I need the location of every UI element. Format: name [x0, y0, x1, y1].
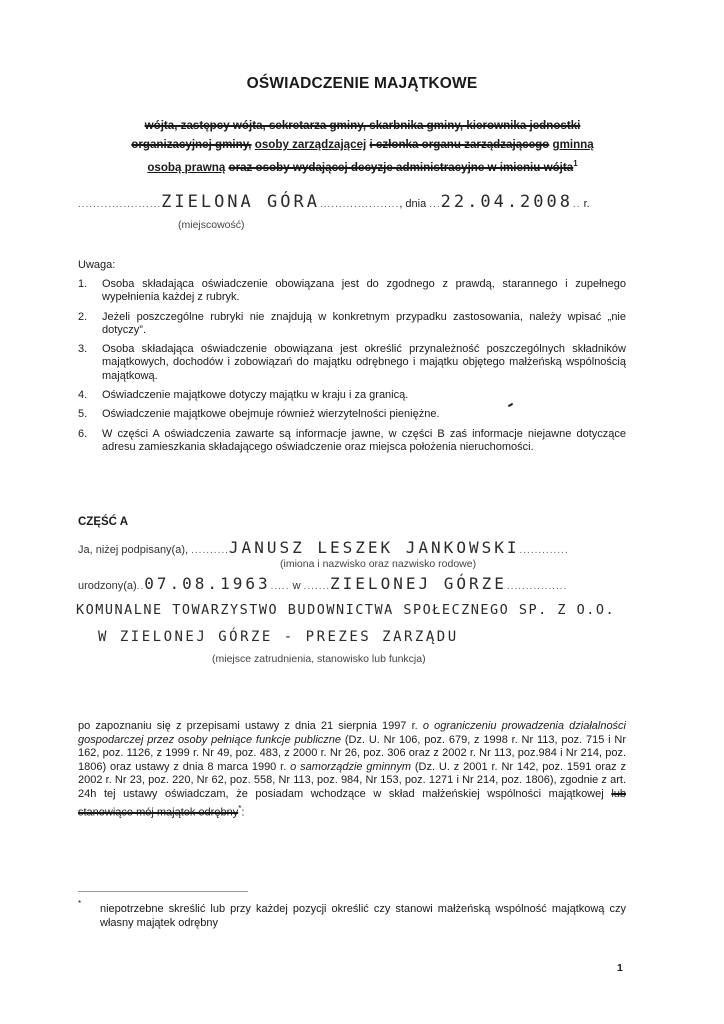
- subtitle-struck-member: i członka organu zarządzającego: [369, 138, 550, 151]
- subtitle-struck-org: organizacyjnej gminy,: [131, 138, 252, 151]
- employment-line-2: [98, 629, 459, 645]
- subtitle-underlined-manager: osoby zarządzającej: [254, 138, 367, 151]
- in-label: w: [292, 580, 301, 592]
- footnote-text: niepotrzebne skreślić lub przy każdej pozycji określić czy stanowi małżeńską wspólność majątkową czy własny majątek odrębny: [100, 903, 626, 929]
- name-caption: (imiona i nazwisko oraz nazwisko rodowe): [280, 558, 477, 570]
- note-item: 6. W części A oświadczenia zawarte są informacje jawne, w części B zaś informacje niejawne dotyczące adresu zamieszkania składającego oświadczenie oraz miejsca położenia nieruchomości.: [78, 427, 626, 453]
- document-subtitle: [80, 116, 645, 177]
- note-item: 4. Oświadczenie majątkowe dotyczy majątku w kraju i za granicą.: [78, 389, 409, 402]
- subtitle-underlined-municipal: gminną: [552, 138, 594, 151]
- place-date-line: ......................ZIELONA GÓRA....................., dnia ...22.04.2008.. r.: [78, 192, 590, 212]
- footnote-mark: *: [78, 899, 82, 908]
- signatory-name-line: Ja, niżej podpisany(a), ..........JANUSZ LESZEK JANKOWSKI.............: [78, 538, 569, 557]
- employment-line-1: [76, 602, 615, 618]
- note-item: 1. Osoba składająca oświadczenie obowiązana jest do zgodnego z prawdą, starannego i zupełnego wypełnienia każdej z rubryk.: [78, 278, 626, 304]
- signed-label: Ja, niżej podpisany(a),: [78, 544, 189, 556]
- subtitle-struck-decision-maker: oraz osoby wydającej decyzje administracyjne w imieniu wójta: [228, 160, 574, 174]
- subtitle-struck-line-1: wójta, zastępcy wójta, sekretarza gminy, skarbnika gminy, kierownika jednostki: [144, 119, 581, 132]
- place-caption: (miejscowość): [178, 219, 245, 231]
- birth-line: urodzony(a)..07.08.1963..... w .......ZIELONEJ GÓRZE................: [78, 574, 568, 593]
- birth-date: 07.08.1963: [144, 574, 271, 593]
- part-a-heading: CZĘŚĆ A: [78, 516, 129, 528]
- subtitle-underlined-legal-person: osobą prawną: [147, 160, 226, 174]
- employment-value-1: KOMUNALNE TOWARZYSTWO BUDOWNICTWA SPOŁECZNEGO SP. Z O.O.: [76, 602, 616, 618]
- born-label: urodzony(a): [78, 580, 137, 592]
- note-item: 3. Osoba składająca oświadczenie obowiązana jest określić przynależność poszczególnych składników majątkowych, dochodów i zobowiązań do majątku odrębnego i majątku objętego małżeńską wspólnością majątkową.: [78, 343, 626, 382]
- notes-list: [78, 278, 626, 460]
- document-title: OŚWIADCZENIE MAJĄTKOWE: [246, 75, 478, 92]
- birth-place: ZIELONEJ GÓRZE: [330, 574, 507, 593]
- date-value: 22.04.2008: [440, 192, 573, 212]
- note-item: 5. Oświadczenie majątkowe obejmuje również wierzytelności pieniężne.: [78, 408, 440, 421]
- declaration-paragraph: po zapoznaniu się z przepisami ustawy z dnia 21 sierpnia 1997 r. o ograniczeniu prowadzenia działalności gospodarczej przez osoby pełniące funkcje publiczne (Dz. U. Nr 106, poz. 679, z 1998 r. Nr 113, poz. 715 i Nr 162, poz. 1126, z 1999 r. Nr 49, poz. 483, z 2000 r. Nr 26, poz. 306 oraz z 2002 r. Nr 113, poz.984 i Nr 214, poz. 1806) oraz ustawy z dnia 8 marca 1990 r. o samorządzie gminnym (Dz. U. z 2001 r. Nr 142, poz. 1591 oraz z 2002 r. Nr 23, poz. 220, Nr 62, poz. 558, Nr 113, poz. 984, Nr 153, poz. 1271 i Nr 214, poz. 1806), zgodnie z art. 24h tej ustawy oświadczam, że posiadam wchodzące w skład małżeńskiej wspólności majątkowej lub stanowiące mój majątek odrębny*:: [78, 720, 627, 819]
- employment-value-2: W ZIELONEJ GÓRZE - PREZES ZARZĄDU: [98, 629, 459, 645]
- footnote-separator: [78, 891, 248, 892]
- place-value: ZIELONA GÓRA: [161, 192, 320, 212]
- page-number: 1: [617, 962, 623, 974]
- subtitle-footnote-ref: 1: [573, 159, 578, 168]
- signatory-name: JANUSZ LESZEK JANKOWSKI: [228, 538, 520, 557]
- note-item: 2. Jeżeli poszczególne rubryki nie znajdują w konkretnym przypadku zastosowania, należy wpisać „nie dotyczy”.: [78, 310, 626, 336]
- employment-caption: (miejsce zatrudnienia, stanowisko lub funkcja): [212, 653, 426, 665]
- dnia-label: , dnia: [399, 198, 427, 210]
- struck-separate-property: lub stanowiące mój majątek odrębny: [78, 787, 626, 819]
- asterisk-ref: *: [238, 803, 242, 813]
- date-suffix: r.: [583, 198, 590, 210]
- notes-heading: Uwaga:: [78, 259, 116, 271]
